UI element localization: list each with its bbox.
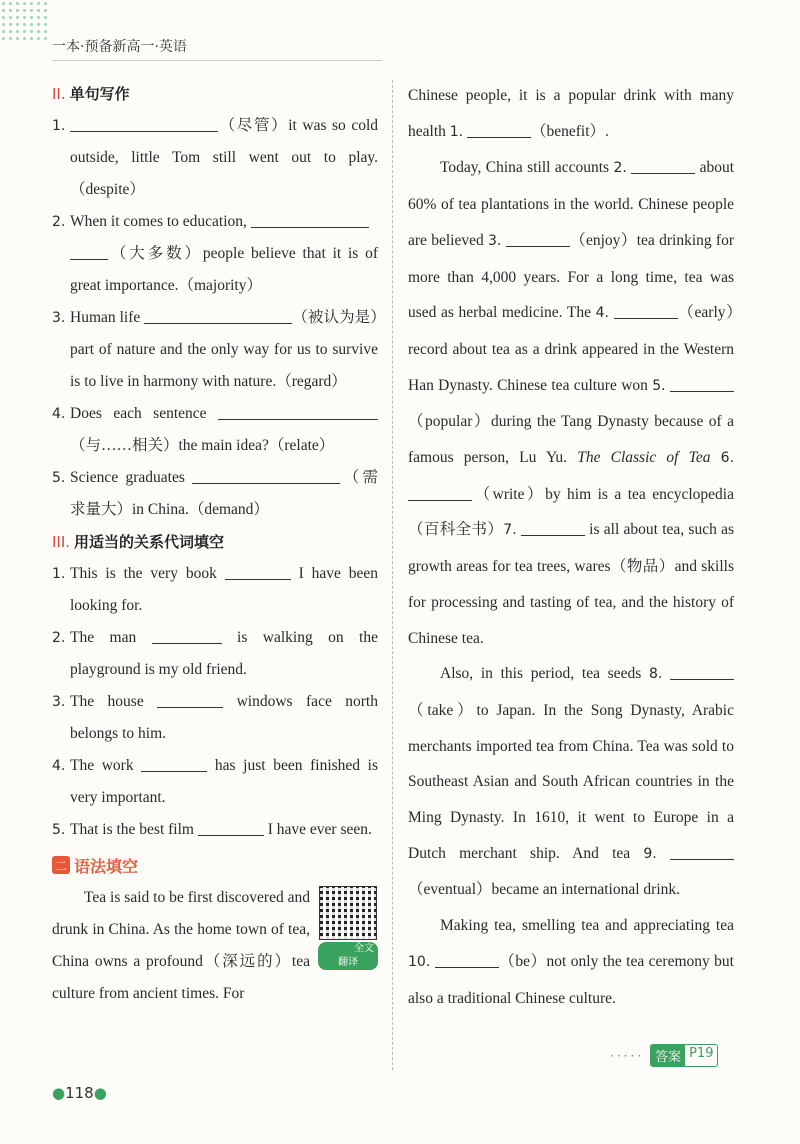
answer-blank[interactable] bbox=[467, 119, 531, 138]
section-iii-number: III. bbox=[52, 533, 71, 551]
section-badge: 二 bbox=[52, 856, 70, 874]
answer-blank[interactable] bbox=[218, 401, 378, 420]
exercise-item: 3. Human life （被认为是）part of nature and the only way for us to survive is to live in harmony with nature.（regard） bbox=[52, 302, 378, 398]
passage-left: 全文翻译 Tea is said to be first discovered and drunk in China. As the home town of tea, China owns a profound（深远的）tea culture from ancient times. For bbox=[52, 882, 378, 1010]
right-column bbox=[408, 78, 734, 1016]
answer-blank[interactable] bbox=[670, 661, 734, 680]
answer-blank[interactable] bbox=[631, 155, 695, 174]
exercise-item: 4. Does each sentence （与……相关）the main idea?（relate） bbox=[52, 398, 378, 462]
answer-blank[interactable] bbox=[408, 482, 472, 501]
header-rule bbox=[52, 60, 382, 61]
page-number: ●118● bbox=[52, 1084, 107, 1102]
answer-blank[interactable] bbox=[614, 300, 678, 319]
page-dot-icon: ● bbox=[52, 1084, 66, 1102]
passage-p1: Chinese people, it is a popular drink with many health 1. （benefit）. bbox=[408, 87, 734, 140]
column-divider bbox=[392, 80, 393, 1070]
section-ii-number: II. bbox=[52, 85, 66, 103]
passage-p4: Making tea, smelling tea and appreciating tea 10. （be）not only the tea ceremony but also a traditional Chinese culture. bbox=[408, 917, 734, 1007]
exercise-item: 5. Science graduates （需求量大）in China.（demand） bbox=[52, 462, 378, 526]
passage-p2: Today, China still accounts 2. about 60% of tea plantations in the world. Chinese people are believed 3. （enjoy）tea drinking for more than 4,000 years. For a long time, tea was used as herbal medicine. The 4. （early）record about tea as a drink appeared in the Western Han Dynasty. Chinese tea culture won 5. （popular）during the Tang Dynasty because of a famous person, Lu Yu. The Classic of Tea 6. （write）by him is a tea encyclopedia（百科全书）7. is all about tea, such as growth areas for tea trees, wares（物品）and skills for processing and tasting of tea, and the history of Chinese tea. bbox=[408, 150, 734, 656]
answer-badge: 答案 P19 bbox=[650, 1044, 718, 1067]
section-ii-title: II. 单句写作 bbox=[52, 85, 130, 103]
exercise-item: 3. The house windows face north belongs to him. bbox=[52, 686, 378, 750]
answer-blank[interactable] bbox=[251, 209, 369, 228]
exercise-item: 5. That is the best film I have ever seen. bbox=[52, 814, 378, 846]
exercise-item: 2. When it comes to education, （大多数）people believe that it is of great importance.（majority） bbox=[52, 206, 378, 302]
answer-blank[interactable] bbox=[141, 753, 207, 772]
answer-blank[interactable] bbox=[144, 305, 292, 324]
answer-reference[interactable] bbox=[610, 1044, 718, 1067]
answer-blank[interactable] bbox=[506, 228, 570, 247]
section-iii-title: III. 用适当的关系代词填空 bbox=[52, 533, 225, 551]
answer-blank[interactable] bbox=[435, 949, 499, 968]
passage-p3: Also, in this period, tea seeds 8. （take）to Japan. In the Song Dynasty, Arabic merchants imported tea from China. Tea was sold to Southeast Asian and South African countries in the Ming Dynasty. In 1610, it went to Europe in a Dutch merchant ship. And tea 9. （eventual）became an international drink. bbox=[408, 656, 734, 908]
page-dot-icon: ● bbox=[93, 1084, 107, 1102]
corner-dot-pattern bbox=[0, 0, 48, 40]
answer-blank[interactable] bbox=[157, 689, 223, 708]
answer-blank[interactable] bbox=[152, 625, 222, 644]
exercise-item: 4. The work has just been finished is very important. bbox=[52, 750, 378, 814]
answer-blank[interactable] bbox=[225, 561, 291, 580]
qr-code-translation[interactable] bbox=[318, 886, 378, 968]
exercise-item: 1. This is the very book I have been looking for. bbox=[52, 558, 378, 622]
answer-blank[interactable] bbox=[198, 817, 264, 836]
answer-blank[interactable] bbox=[521, 517, 585, 536]
exercise-item: 2. The man is walking on the playground is my old friend. bbox=[52, 622, 378, 686]
left-column bbox=[52, 78, 378, 1010]
running-header: 一本·预备新高一·英语 bbox=[52, 39, 187, 55]
answer-blank[interactable] bbox=[70, 113, 218, 132]
qr-label: 全文翻译 bbox=[318, 942, 378, 970]
answer-blank[interactable] bbox=[70, 241, 108, 260]
exercise-item: 1. （尽管）it was so cold outside, little Tom still went out to play.（despite） bbox=[52, 110, 378, 206]
grammar-section-title: 二 语法填空 bbox=[52, 848, 378, 882]
answer-blank[interactable] bbox=[192, 465, 340, 484]
qr-code-icon bbox=[319, 886, 377, 940]
answer-blank[interactable] bbox=[670, 841, 734, 860]
answer-dots: ····· bbox=[610, 1048, 645, 1063]
answer-blank[interactable] bbox=[670, 373, 734, 392]
